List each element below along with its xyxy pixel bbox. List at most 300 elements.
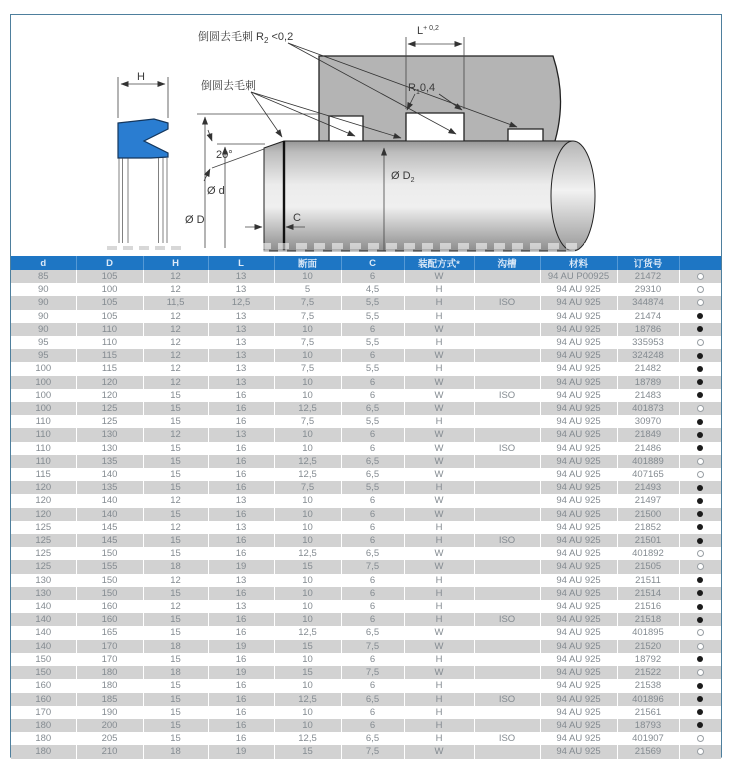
cell-mounting: W [404, 640, 474, 653]
table-row [11, 732, 721, 745]
cell-availability [679, 547, 721, 560]
cell-C: 5,5 [341, 310, 404, 323]
cell-material: 94 AU 925 [540, 468, 617, 481]
cell-section: 10 [274, 270, 341, 283]
cell-D: 105 [76, 270, 143, 283]
cell-section: 7,5 [274, 415, 341, 428]
cell-C: 5,5 [341, 336, 404, 349]
cell-L: 16 [208, 693, 274, 706]
availability-filled-circle-icon [697, 445, 703, 451]
cell-C: 6 [341, 494, 404, 507]
cell-C: 6 [341, 719, 404, 732]
cell-material: 94 AU 925 [540, 732, 617, 745]
cell-availability [679, 508, 721, 521]
cell-d: 180 [11, 732, 76, 745]
cell-section: 10 [274, 534, 341, 547]
cell-material: 94 AU 925 [540, 745, 617, 758]
cell-C: 6 [341, 653, 404, 666]
cell-order-no: 21472 [617, 270, 679, 283]
cell-d: 140 [11, 640, 76, 653]
availability-filled-circle-icon [697, 485, 703, 491]
availability-filled-circle-icon [697, 498, 703, 504]
table-row [11, 508, 721, 521]
cell-mounting: W [404, 349, 474, 362]
cell-availability [679, 455, 721, 468]
cell-order-no: 21538 [617, 679, 679, 692]
cell-H: 15 [143, 626, 208, 639]
cell-mounting: H [404, 521, 474, 534]
cell-C: 7,5 [341, 640, 404, 653]
cell-availability [679, 494, 721, 507]
cell-groove [474, 494, 540, 507]
cell-availability [679, 706, 721, 719]
table-row [11, 336, 721, 349]
cell-D: 130 [76, 428, 143, 441]
cell-mounting: H [404, 283, 474, 296]
cell-d: 180 [11, 719, 76, 732]
cell-d: 90 [11, 323, 76, 336]
cell-D: 200 [76, 719, 143, 732]
availability-filled-circle-icon [697, 696, 703, 702]
cell-groove: ISO [474, 613, 540, 626]
cell-order-no: 407165 [617, 468, 679, 481]
availability-open-circle-icon [697, 405, 704, 412]
cell-material: 94 AU 925 [540, 534, 617, 547]
cell-groove [474, 600, 540, 613]
cell-mounting: H [404, 336, 474, 349]
table-row [11, 442, 721, 455]
table-row [11, 402, 721, 415]
cell-H: 12 [143, 349, 208, 362]
cell-C: 7,5 [341, 666, 404, 679]
cell-mounting: H [404, 600, 474, 613]
cell-D: 160 [76, 600, 143, 613]
cell-mounting: W [404, 666, 474, 679]
cell-D: 185 [76, 693, 143, 706]
cell-order-no: 401896 [617, 693, 679, 706]
cell-L: 13 [208, 494, 274, 507]
table-row [11, 600, 721, 613]
cell-order-no: 21511 [617, 574, 679, 587]
cell-L: 16 [208, 402, 274, 415]
cell-mounting: W [404, 402, 474, 415]
cell-availability [679, 732, 721, 745]
cell-groove [474, 336, 540, 349]
cell-H: 12 [143, 362, 208, 375]
cell-groove: ISO [474, 296, 540, 309]
seal-cross-section [118, 119, 168, 243]
cell-availability [679, 600, 721, 613]
table-row [11, 376, 721, 389]
cell-material: 94 AU 925 [540, 442, 617, 455]
cell-H: 12 [143, 521, 208, 534]
cell-d: 120 [11, 481, 76, 494]
cell-material: 94 AU 925 [540, 376, 617, 389]
table-row [11, 494, 721, 507]
cell-C: 6 [341, 270, 404, 283]
cell-order-no: 21520 [617, 640, 679, 653]
cell-H: 15 [143, 442, 208, 455]
availability-filled-circle-icon [697, 313, 703, 319]
cell-H: 12 [143, 270, 208, 283]
cell-availability [679, 745, 721, 758]
cell-groove [474, 402, 540, 415]
cell-d: 120 [11, 494, 76, 507]
cell-availability [679, 468, 721, 481]
angle-label: 20° [216, 149, 233, 161]
cell-mounting: W [404, 389, 474, 402]
cell-H: 15 [143, 389, 208, 402]
cell-C: 5,5 [341, 481, 404, 494]
cell-order-no: 21849 [617, 428, 679, 441]
cell-D: 145 [76, 534, 143, 547]
cell-availability [679, 574, 721, 587]
availability-filled-circle-icon [697, 379, 703, 385]
cell-material: 94 AU 925 [540, 679, 617, 692]
cell-material: 94 AU 925 [540, 455, 617, 468]
cell-C: 6,5 [341, 626, 404, 639]
table-row [11, 693, 721, 706]
cell-section: 7,5 [274, 336, 341, 349]
availability-open-circle-icon [697, 643, 704, 650]
table-row [11, 323, 721, 336]
cell-availability [679, 323, 721, 336]
table-row [11, 521, 721, 534]
cell-mounting: H [404, 693, 474, 706]
cell-D: 120 [76, 389, 143, 402]
cell-H: 12 [143, 574, 208, 587]
cell-groove: ISO [474, 693, 540, 706]
cell-groove [474, 574, 540, 587]
cell-mounting: H [404, 587, 474, 600]
cell-groove [474, 270, 540, 283]
cell-d: 125 [11, 534, 76, 547]
cell-order-no: 18789 [617, 376, 679, 389]
cell-L: 19 [208, 745, 274, 758]
cell-section: 12,5 [274, 693, 341, 706]
cell-mounting: W [404, 323, 474, 336]
cell-material: 94 AU 925 [540, 323, 617, 336]
availability-filled-circle-icon [697, 617, 703, 623]
cell-groove [474, 719, 540, 732]
cell-order-no: 21493 [617, 481, 679, 494]
cell-D: 135 [76, 455, 143, 468]
availability-filled-circle-icon [697, 524, 703, 530]
cell-H: 15 [143, 402, 208, 415]
table-body [11, 270, 721, 759]
availability-open-circle-icon [697, 286, 704, 293]
cell-D: 125 [76, 402, 143, 415]
cell-L: 19 [208, 666, 274, 679]
cell-d: 85 [11, 270, 76, 283]
availability-open-circle-icon [697, 273, 704, 280]
cell-H: 11,5 [143, 296, 208, 309]
cell-C: 6,5 [341, 693, 404, 706]
cell-d: 110 [11, 415, 76, 428]
cell-groove [474, 521, 540, 534]
cell-D: 145 [76, 521, 143, 534]
cell-L: 13 [208, 323, 274, 336]
cell-mounting: W [404, 468, 474, 481]
cell-mounting: H [404, 534, 474, 547]
cell-order-no: 401873 [617, 402, 679, 415]
c-label: C [293, 212, 301, 224]
availability-filled-circle-icon [697, 419, 703, 425]
availability-filled-circle-icon [697, 709, 703, 715]
cell-material: 94 AU 925 [540, 574, 617, 587]
cell-material: 94 AU 925 [540, 521, 617, 534]
cell-C: 6 [341, 349, 404, 362]
cell-material: 94 AU 925 [540, 494, 617, 507]
cell-C: 6 [341, 428, 404, 441]
cell-d: 125 [11, 521, 76, 534]
cell-H: 18 [143, 640, 208, 653]
cell-availability [679, 442, 721, 455]
cell-L: 16 [208, 481, 274, 494]
cell-d: 130 [11, 587, 76, 600]
cell-groove: ISO [474, 732, 540, 745]
cell-groove [474, 626, 540, 639]
availability-open-circle-icon [697, 299, 704, 306]
l-dim-label: $L^{+ 0,2}$ [417, 25, 439, 37]
cell-L: 16 [208, 468, 274, 481]
cell-L: 13 [208, 362, 274, 375]
cell-section: 15 [274, 560, 341, 573]
cell-d: 100 [11, 376, 76, 389]
cell-C: 6 [341, 389, 404, 402]
cell-groove [474, 666, 540, 679]
cell-H: 15 [143, 587, 208, 600]
cell-section: 10 [274, 600, 341, 613]
cell-d: 150 [11, 666, 76, 679]
cell-order-no: 18786 [617, 323, 679, 336]
table-row [11, 719, 721, 732]
cell-availability [679, 534, 721, 547]
cell-H: 15 [143, 415, 208, 428]
cell-availability [679, 719, 721, 732]
cell-d: 120 [11, 508, 76, 521]
cell-d: 140 [11, 613, 76, 626]
cell-L: 13 [208, 521, 274, 534]
table-row [11, 613, 721, 626]
cell-groove [474, 560, 540, 573]
cell-availability [679, 693, 721, 706]
cell-order-no: 21505 [617, 560, 679, 573]
cell-L: 13 [208, 376, 274, 389]
table-row [11, 389, 721, 402]
cell-H: 18 [143, 745, 208, 758]
cell-groove [474, 310, 540, 323]
cell-material: 94 AU 925 [540, 402, 617, 415]
cell-H: 12 [143, 310, 208, 323]
cell-groove [474, 653, 540, 666]
cell-H: 12 [143, 494, 208, 507]
cell-order-no: 21483 [617, 389, 679, 402]
cell-D: 115 [76, 349, 143, 362]
cell-material: 94 AU 925 [540, 613, 617, 626]
cell-availability [679, 296, 721, 309]
cell-H: 12 [143, 428, 208, 441]
cell-C: 6 [341, 508, 404, 521]
cell-C: 6 [341, 376, 404, 389]
cell-section: 7,5 [274, 362, 341, 375]
availability-filled-circle-icon [697, 326, 703, 332]
cell-d: 180 [11, 745, 76, 758]
cell-D: 170 [76, 653, 143, 666]
cell-d: 160 [11, 679, 76, 692]
cell-order-no: 401892 [617, 547, 679, 560]
cell-D: 165 [76, 626, 143, 639]
cell-availability [679, 613, 721, 626]
col-header-mounting: 装配方式* [404, 256, 474, 270]
cell-order-no: 21518 [617, 613, 679, 626]
col-header-L: L [208, 256, 274, 270]
cell-section: 10 [274, 389, 341, 402]
dia-D2-label: Ø $D_2$ [391, 170, 415, 184]
cell-mounting: W [404, 547, 474, 560]
cell-d: 90 [11, 283, 76, 296]
table-row [11, 283, 721, 296]
cell-availability [679, 389, 721, 402]
cell-groove [474, 640, 540, 653]
table-row [11, 640, 721, 653]
cell-section: 10 [274, 613, 341, 626]
table-row [11, 560, 721, 573]
cell-C: 6 [341, 574, 404, 587]
cell-H: 15 [143, 508, 208, 521]
cell-H: 15 [143, 613, 208, 626]
cell-order-no: 401907 [617, 732, 679, 745]
col-header-availability [679, 256, 721, 270]
cell-groove [474, 428, 540, 441]
cell-H: 12 [143, 323, 208, 336]
availability-filled-circle-icon [697, 590, 703, 596]
cell-material: 94 AU 925 [540, 666, 617, 679]
cell-material: 94 AU 925 [540, 706, 617, 719]
cell-availability [679, 653, 721, 666]
cell-C: 5,5 [341, 415, 404, 428]
availability-open-circle-icon [697, 563, 704, 570]
cell-C: 6 [341, 587, 404, 600]
cell-L: 16 [208, 679, 274, 692]
cell-mounting: W [404, 428, 474, 441]
cell-groove [474, 706, 540, 719]
availability-filled-circle-icon [697, 353, 703, 359]
cell-C: 4,5 [341, 283, 404, 296]
cell-H: 15 [143, 653, 208, 666]
cell-order-no: 18792 [617, 653, 679, 666]
cell-order-no: 21474 [617, 310, 679, 323]
cell-C: 5,5 [341, 362, 404, 375]
table-row [11, 534, 721, 547]
cell-H: 15 [143, 679, 208, 692]
cell-groove [474, 508, 540, 521]
cell-mounting: W [404, 376, 474, 389]
cell-section: 10 [274, 679, 341, 692]
cell-section: 10 [274, 442, 341, 455]
cell-section: 10 [274, 428, 341, 441]
cell-C: 6,5 [341, 402, 404, 415]
dimension-table [11, 256, 721, 759]
cell-availability [679, 640, 721, 653]
cell-d: 90 [11, 296, 76, 309]
cell-availability [679, 428, 721, 441]
cell-D: 110 [76, 323, 143, 336]
cell-L: 12,5 [208, 296, 274, 309]
table-row [11, 587, 721, 600]
cell-D: 105 [76, 296, 143, 309]
col-header-d: d [11, 256, 76, 270]
cell-material: 94 AU 925 [540, 296, 617, 309]
cell-H: 12 [143, 376, 208, 389]
cell-order-no: 344874 [617, 296, 679, 309]
cell-D: 205 [76, 732, 143, 745]
cell-order-no: 18793 [617, 719, 679, 732]
cell-material: 94 AU 925 [540, 587, 617, 600]
table-row [11, 745, 721, 758]
cell-L: 13 [208, 349, 274, 362]
cell-groove [474, 415, 540, 428]
cell-groove [474, 679, 540, 692]
cell-C: 6 [341, 442, 404, 455]
shaft-cylinder [264, 141, 595, 251]
cell-d: 140 [11, 600, 76, 613]
table-row [11, 574, 721, 587]
cell-section: 10 [274, 508, 341, 521]
table-row [11, 547, 721, 560]
cell-section: 15 [274, 745, 341, 758]
cell-d: 100 [11, 362, 76, 375]
cell-L: 16 [208, 389, 274, 402]
cell-H: 15 [143, 732, 208, 745]
availability-open-circle-icon [697, 471, 704, 478]
cell-order-no: 21482 [617, 362, 679, 375]
page-frame [10, 14, 722, 758]
table-row [11, 310, 721, 323]
cell-material: 94 AU 925 [540, 719, 617, 732]
cell-L: 16 [208, 508, 274, 521]
availability-open-circle-icon [697, 550, 704, 557]
cell-material: 94 AU 925 [540, 389, 617, 402]
cell-D: 120 [76, 376, 143, 389]
cell-H: 15 [143, 455, 208, 468]
cell-d: 100 [11, 402, 76, 415]
col-header-groove: 沟槽 [474, 256, 540, 270]
availability-filled-circle-icon [697, 366, 703, 372]
cell-section: 7,5 [274, 296, 341, 309]
cell-material: 94 AU 925 [540, 693, 617, 706]
cell-section: 12,5 [274, 626, 341, 639]
col-header-H: H [143, 256, 208, 270]
cell-material: 94 AU 925 [540, 283, 617, 296]
cell-groove [474, 349, 540, 362]
cell-availability [679, 481, 721, 494]
cell-mounting: H [404, 415, 474, 428]
cell-H: 12 [143, 336, 208, 349]
cell-section: 10 [274, 574, 341, 587]
table-row [11, 415, 721, 428]
table-row [11, 270, 721, 283]
table-row [11, 428, 721, 441]
cell-mounting: H [404, 310, 474, 323]
cell-order-no: 29310 [617, 283, 679, 296]
table-row [11, 455, 721, 468]
cell-L: 16 [208, 653, 274, 666]
cell-D: 115 [76, 362, 143, 375]
cell-L: 13 [208, 336, 274, 349]
cell-D: 180 [76, 679, 143, 692]
cell-order-no: 335953 [617, 336, 679, 349]
